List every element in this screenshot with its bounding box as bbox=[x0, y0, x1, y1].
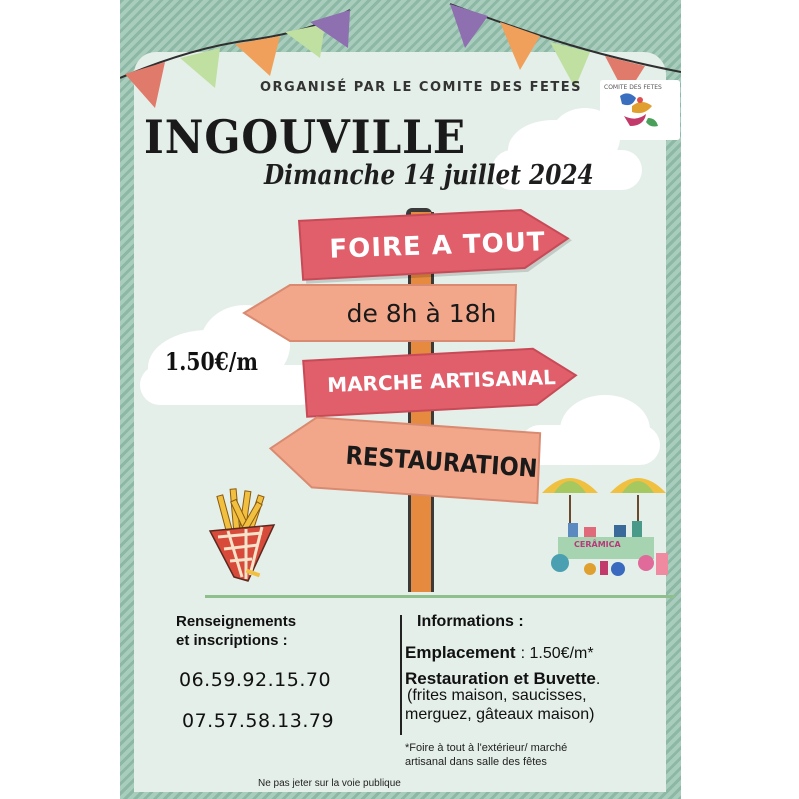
informations-title: Informations : bbox=[417, 613, 524, 630]
phone-number-1: 06.59.92.15.70 bbox=[179, 669, 332, 691]
sign-label-restauration: RESTAURATION bbox=[344, 440, 539, 483]
restauration-suffix: . bbox=[595, 671, 601, 688]
restauration-label: Restauration et Buvette bbox=[405, 669, 596, 688]
footnote-line1: *Foire à tout à l'extérieur/ marché bbox=[405, 742, 568, 754]
contact-heading-line2: et inscriptions : bbox=[176, 632, 288, 649]
contact-block bbox=[176, 612, 296, 650]
flag-6 bbox=[450, 4, 488, 48]
event-poster bbox=[120, 0, 681, 799]
emplacement-value: : 1.50€/m* bbox=[520, 645, 594, 662]
logo-text: COMITE DES FETES bbox=[604, 84, 662, 91]
bunting-garland bbox=[120, 0, 681, 120]
sign-label-hours: de 8h à 18h bbox=[346, 298, 497, 328]
sign-label-foire: FOIRE A TOUT bbox=[328, 226, 547, 265]
footnote-line2: artisanal dans salle des fêtes bbox=[405, 756, 547, 768]
flag-4 bbox=[285, 24, 325, 58]
organizer-text: ORGANISÉ PAR LE COMITE DES FETES bbox=[260, 80, 582, 95]
grass-line bbox=[205, 589, 675, 598]
price-per-meter: 1.50€/m bbox=[165, 347, 258, 376]
restauration-detail-2: merguez, gâteaux maison) bbox=[405, 706, 595, 723]
contact-heading-line1: Renseignements bbox=[176, 613, 297, 630]
town-title: INGOUVILLE bbox=[144, 110, 466, 164]
sign-label-marche: MARCHE ARTISANAL bbox=[326, 365, 557, 397]
sign-hours bbox=[244, 283, 519, 343]
flag-1 bbox=[125, 62, 165, 108]
sign-marche-artisanal bbox=[303, 345, 580, 417]
market-stall-illustration bbox=[538, 465, 678, 580]
sign-foire-a-tout bbox=[299, 208, 576, 283]
flag-7 bbox=[500, 22, 540, 70]
ceramica-sign: CERÂMICA bbox=[574, 540, 621, 549]
phone-number-2: 07.57.58.13.79 bbox=[182, 710, 335, 732]
footer-text: Ne pas jeter sur la voie publique bbox=[258, 778, 401, 789]
fries-illustration bbox=[208, 485, 278, 585]
restauration-detail-1: (frites maison, saucisses, bbox=[407, 687, 587, 704]
footnote bbox=[405, 741, 645, 769]
info-divider bbox=[400, 615, 402, 735]
event-date: Dimanche 14 juillet 2024 bbox=[264, 160, 594, 191]
emplacement-label: Emplacement bbox=[405, 643, 516, 662]
